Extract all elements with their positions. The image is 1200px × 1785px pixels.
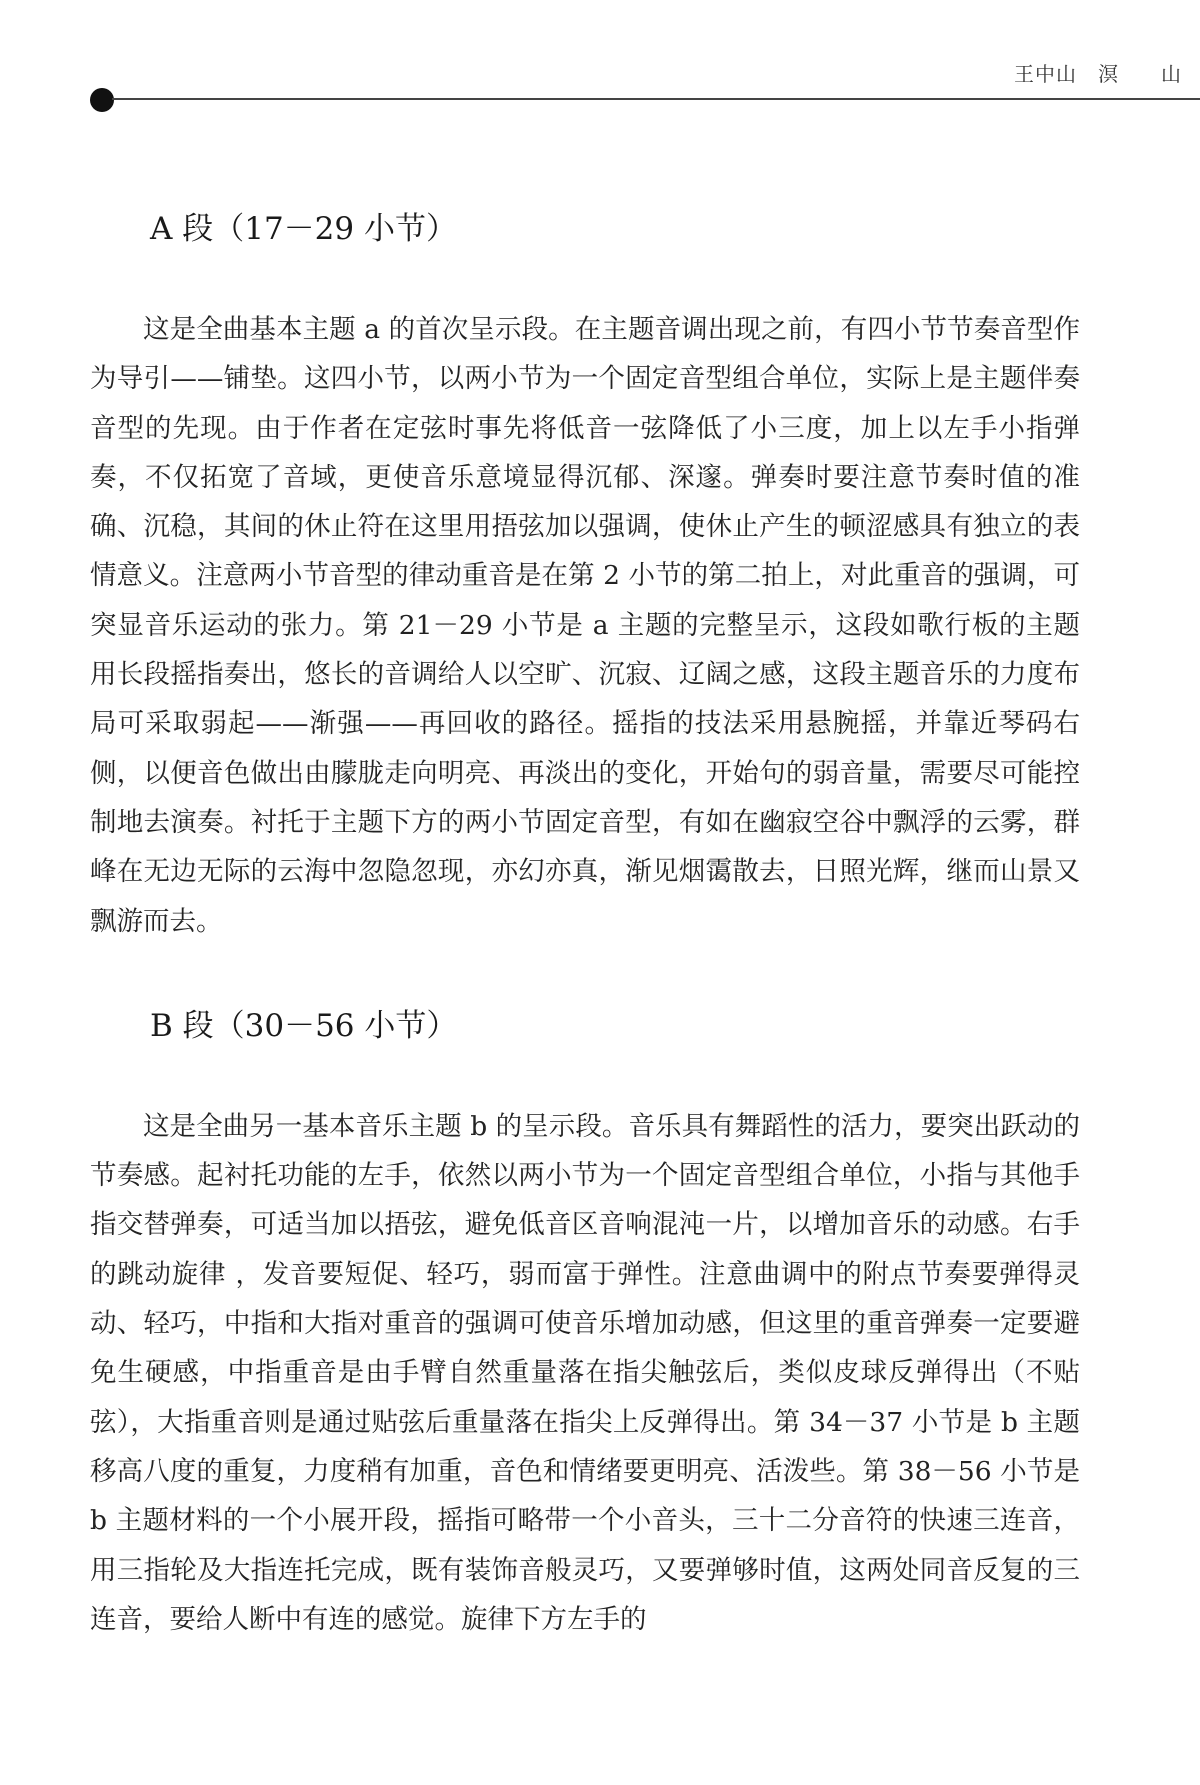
section-title-a: A 段（17－29 小节） xyxy=(150,211,457,247)
running-head: 王中山 溟 山 xyxy=(1014,62,1182,86)
section-b-paragraph: 这是全曲另一基本音乐主题 b 的呈示段。音乐具有舞蹈性的活力，要突出跃动的节奏感。起衬托功能的左手，依然以两小节为一个固定音型组合单位，小指与其他手指交替弹奏，可适当加以捂弦，避免低音区音响混沌一片，以增加音乐的动感。右手的跳动旋律 ，发音要短促、轻巧，弱而富于弹性。注意曲调中的附点节奏要弹得灵动、轻巧，中指和大指对重音的强调可使音乐增加动感，但这里的重音弹奏一定要避免生硬感，中指重音是由手臂自然重量落在指尖触弦后，类似皮球反弹得出（不贴弦），大指重音则是通过贴弦后重量落在指尖上反弹得出。第 34－37 小节是 b 主题移高八度的重复，力度稍有加重，音色和情绪要更明亮、活泼些。第 38－56 小节是 b 主题材料的一个小展开段，摇指可略带一个小音头，三十二分音符的快速三连音，用三指轮及大指连托完成，既有装饰音般灵巧，又要弹够时值，这两处同音反复的三连音，要给人断中有连的感觉。旋律下方左手的 xyxy=(90,1110,1080,1635)
header-rule xyxy=(112,98,1200,100)
page-header xyxy=(0,0,1200,110)
header-bullet-dot xyxy=(90,88,114,112)
page-content xyxy=(90,205,1080,1644)
section-title-b: B 段（30－56 小节） xyxy=(150,1007,458,1044)
section-a-paragraph: 这是全曲基本主题 a 的首次呈示段。在主题音调出现之前，有四小节节奏音型作为导引——铺垫。这四小节，以两小节为一个固定音型组合单位，实际上是主题伴奏音型的先现。由于作者在定弦时事先将低音一弦降低了小三度，加上以左手小指弹奏，不仅拓宽了音域，更使音乐意境显得沉郁、深邃。弹奏时要注意节奏时值的准确、沉稳，其间的休止符在这里用捂弦加以强调，使休止产生的顿涩感具有独立的表情意义。注意两小节音型的律动重音是在第 2 小节的第二拍上，对此重音的强调，可突显音乐运动的张力。第 21－29 小节是 a 主题的完整呈示，这段如歌行板的主题用长段摇指奏出，悠长的音调给人以空旷、沉寂、辽阔之感，这段主题音乐的力度布局可采取弱起——渐强——再回收的路径。摇指的技法采用悬腕摇，并靠近琴码右侧，以便音色做出由朦胧走向明亮、再淡出的变化，开始句的弱音量，需要尽可能控制地去演奏。衬托于主题下方的两小节固定音型，有如在幽寂空谷中飘浮的云雾，群峰在无边无际的云海中忽隐忽现，亦幻亦真，渐见烟霭散去，日照光辉，继而山景又飘游而去。 xyxy=(90,314,1080,937)
